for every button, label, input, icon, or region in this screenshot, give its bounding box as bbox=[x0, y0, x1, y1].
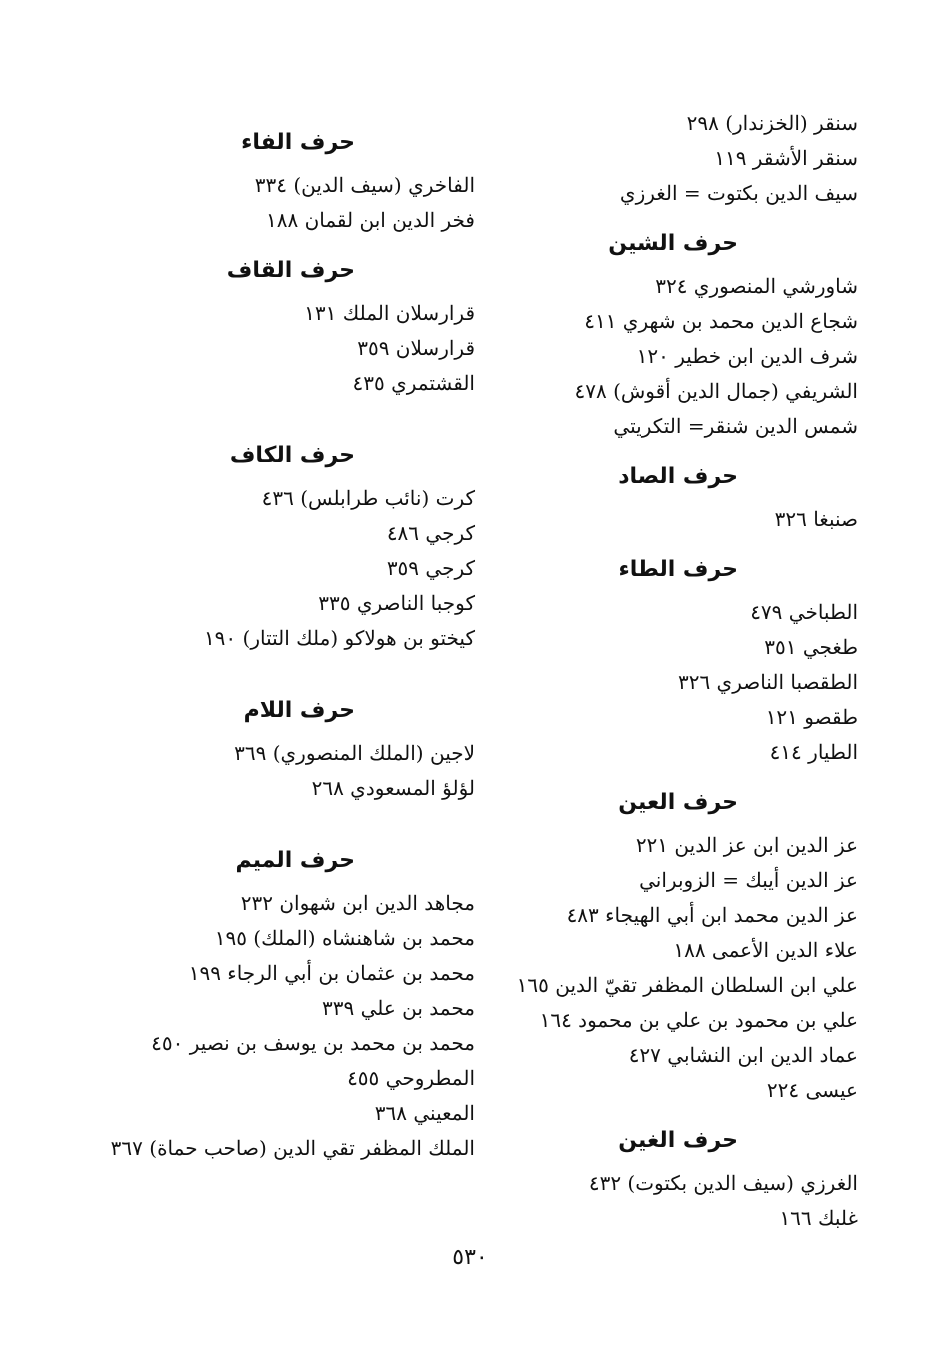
entry-list bbox=[498, 828, 858, 1108]
index-entry: قرارسلان ٣٥٩ bbox=[357, 336, 475, 360]
index-entry: كرجي ٣٥٩ bbox=[386, 556, 475, 580]
index-entry: عيسى ٢٢٤ bbox=[766, 1078, 858, 1102]
index-entry: شجاع الدين محمد بن شهري ٤١١ bbox=[584, 309, 858, 333]
index-entry: محمد بن عثمان بن أبي الرجاء ١٩٩ bbox=[188, 961, 475, 985]
index-entry: كرجي ٤٨٦ bbox=[386, 521, 475, 545]
index-entry: صنبغا ٣٢٦ bbox=[774, 507, 858, 531]
index-entry: عز الدين ابن عز الدين ٢٢١ bbox=[635, 833, 858, 857]
index-entry: الملك المظفر تقي الدين (صاحب حماة) ٣٦٧ bbox=[110, 1136, 475, 1160]
entry-list bbox=[105, 296, 475, 401]
section-heading: حرف الميم bbox=[235, 848, 355, 873]
entry-list bbox=[498, 1166, 858, 1236]
index-entry: علي ابن السلطان المظفر تقيّ الدين ١٦٥ bbox=[516, 973, 858, 997]
index-entry: محمد بن شاهنشاه (الملك) ١٩٥ bbox=[214, 926, 475, 950]
section-heading: حرف العين bbox=[618, 790, 738, 815]
section-heading: حرف الكاف bbox=[229, 443, 355, 468]
section-heading: حرف الفاء bbox=[241, 130, 355, 155]
section-heading: حرف الطاء bbox=[618, 557, 738, 582]
section-heading: حرف الشين bbox=[608, 231, 738, 256]
index-entry: الطيار ٤١٤ bbox=[769, 740, 858, 764]
section-qaf bbox=[105, 256, 475, 401]
index-entry: محمد بن علي ٣٣٩ bbox=[321, 996, 475, 1020]
section-heading: حرف اللام bbox=[243, 698, 355, 723]
index-entry: سنقر الأشقر ١١٩ bbox=[714, 146, 858, 170]
page-number: ٥٣٠ bbox=[452, 1245, 488, 1270]
section-heading: حرف الصاد bbox=[618, 464, 738, 489]
index-entry: كيختو بن هولاكو (ملك التتار) ١٩٠ bbox=[203, 626, 475, 650]
section-heading: حرف القاف bbox=[226, 258, 355, 283]
entry-list bbox=[498, 502, 858, 537]
index-entry: المعيني ٣٦٨ bbox=[374, 1101, 475, 1125]
entry-list bbox=[105, 886, 475, 1166]
index-entry: القشتمري ٤٣٥ bbox=[352, 371, 475, 395]
index-entry: المطروحي ٤٥٥ bbox=[347, 1066, 475, 1090]
index-entry: طقصو ١٢١ bbox=[765, 705, 858, 729]
index-entry: علاء الدين الأعمى ١٨٨ bbox=[673, 938, 858, 962]
index-entry: الشريفي (جمال الدين أقوش) ٤٧٨ bbox=[574, 379, 858, 403]
section-lam bbox=[105, 696, 475, 806]
index-entry: كوجبا الناصري ٣٣٥ bbox=[318, 591, 475, 615]
entry-list bbox=[105, 481, 475, 656]
index-entry: كرت (نائب طرابلس) ٤٣٦ bbox=[261, 486, 475, 510]
index-entry: طغجي ٣٥١ bbox=[764, 635, 858, 659]
entry-list bbox=[498, 595, 858, 770]
entry-list bbox=[105, 736, 475, 806]
index-entry: شاورشي المنصوري ٣٢٤ bbox=[655, 274, 858, 298]
index-entry: لاجين (الملك المنصوري) ٣٦٩ bbox=[234, 741, 475, 765]
index-entry: محمد بن محمد بن يوسف بن نصير ٤٥٠ bbox=[151, 1031, 475, 1055]
section-ghain bbox=[498, 1126, 858, 1236]
section-shin bbox=[498, 229, 858, 444]
section-kaf bbox=[105, 441, 475, 656]
index-entry: علي بن محمود بن علي بن محمود ١٦٤ bbox=[539, 1008, 858, 1032]
index-entry: شمس الدين شنقر= التكريتي bbox=[613, 414, 858, 438]
index-entry: لؤلؤ المسعودي ٢٦٨ bbox=[311, 776, 475, 800]
section-heading: حرف الغين bbox=[618, 1128, 738, 1153]
section-sad bbox=[498, 462, 858, 537]
section-ain bbox=[498, 788, 858, 1108]
entry-list bbox=[498, 269, 858, 444]
index-entry: سنقر (الخزندار) ٢٩٨ bbox=[686, 111, 858, 135]
index-entry: عز الدين أيبك = الزوبراني bbox=[639, 868, 858, 892]
section-mim bbox=[105, 846, 475, 1166]
index-column-right bbox=[498, 106, 858, 1236]
index-entry: عز الدين محمد ابن أبي الهيجاء ٤٨٣ bbox=[566, 903, 858, 927]
index-entry: سيف الدين بكتوت = الغرزي bbox=[619, 181, 858, 205]
entry-list bbox=[105, 168, 475, 238]
index-entry: غلبك ١٦٦ bbox=[779, 1206, 858, 1230]
index-entry: مجاهد الدين ابن شهوان ٢٣٢ bbox=[240, 891, 475, 915]
index-entry: الغرزي (سيف الدين بكتوت) ٤٣٢ bbox=[588, 1171, 858, 1195]
index-entry: الطقصبا الناصري ٣٢٦ bbox=[677, 670, 858, 694]
index-entry: الطباخي ٤٧٩ bbox=[750, 600, 858, 624]
index-column-left bbox=[105, 128, 475, 1166]
index-entry: عماد الدين ابن النشابي ٤٢٧ bbox=[628, 1043, 858, 1067]
index-entry: قرارسلان الملك ١٣١ bbox=[304, 301, 475, 325]
section-fa bbox=[105, 128, 475, 238]
index-entry: الفاخري (سيف الدين) ٣٣٤ bbox=[254, 173, 475, 197]
index-entry: شرف الدين ابن خطير ١٢٠ bbox=[636, 344, 858, 368]
section-ta bbox=[498, 555, 858, 770]
entry-list-continued bbox=[498, 106, 858, 211]
index-entry: فخر الدين ابن لقمان ١٨٨ bbox=[265, 208, 475, 232]
